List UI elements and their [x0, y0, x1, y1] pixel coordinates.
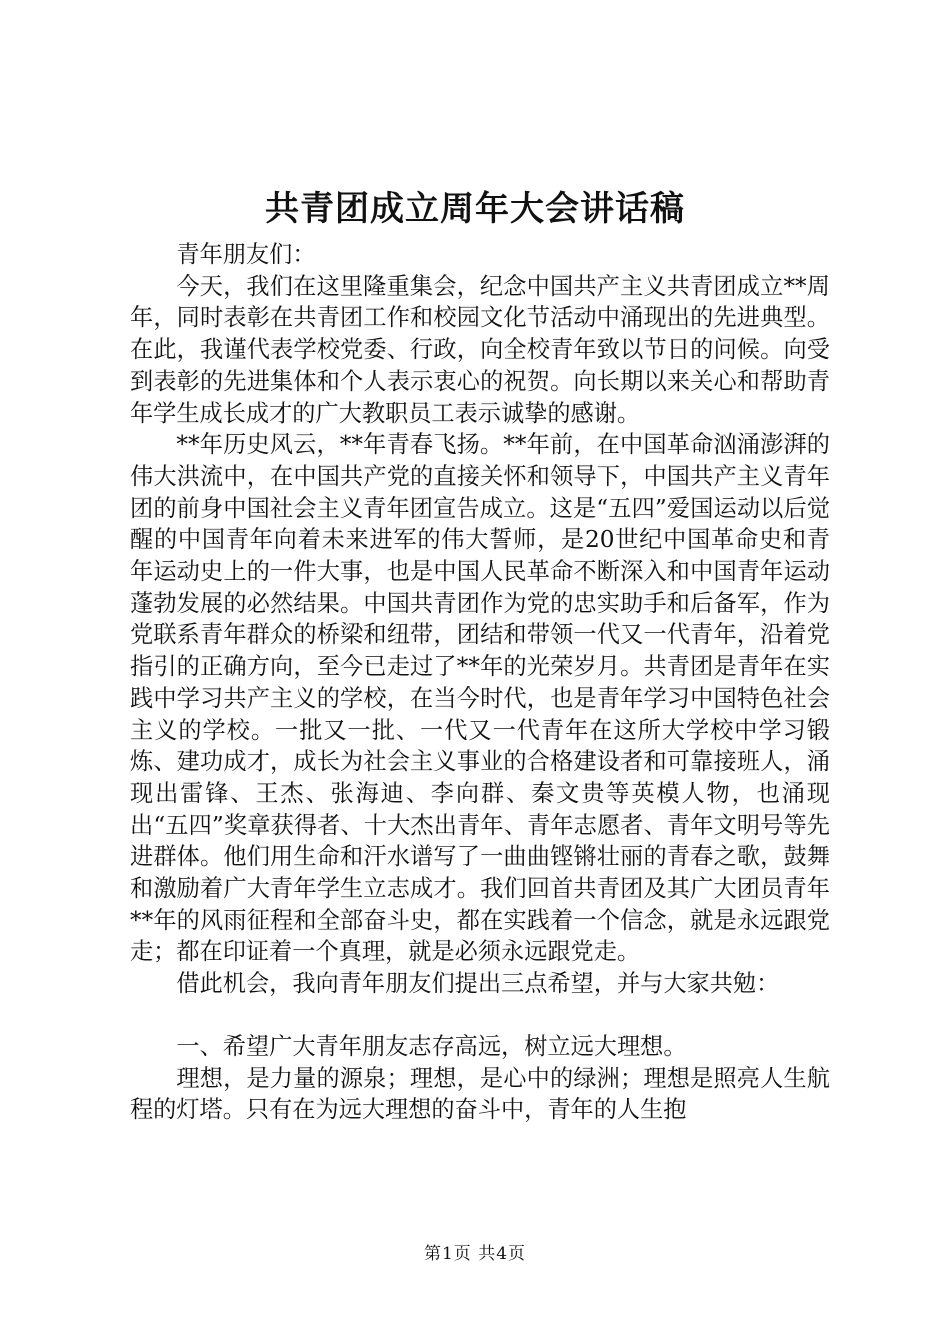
body-paragraph: 借此机会，我向青年朋友们提出三点希望，并与大家共勉：	[176, 970, 780, 998]
body-paragraph: 今天，我们在这里隆重集会，纪念中国共产主义共青团成立**周年，同时表彰在共青团工作和校园文化节活动中涌现出的先进典型。在此，我谨代表学校党委、行政，向全校青年致以节日的问候。向受到表彰的先进集体和个人表示衷心的祝贺。向长期以来关心和帮助青年学生成长成才的广大教职员工表示诚挚的感谢。	[130, 272, 830, 427]
section-heading: 一、希望广大青年朋友志存高远，树立远大理想。	[176, 1032, 687, 1060]
salutation-paragraph: 青年朋友们：	[176, 241, 316, 268]
body-paragraph: **年历史风云，**年青春飞扬。**年前，在中国革命汹涌澎湃的伟大洪流中，在中国共产党的直接关怀和领导下，中国共产主义青年团的前身中国社会主义青年团宣告成立。这是“五四”爱国运动以后觉醒的中国青年向着未来进军的伟大誓师，是20世纪中国革命史和青年运动史上的一件大事，也是中国人民革命不断深入和中国青年运动蓬勃发展的必然结果。中国共青团作为党的忠实助手和后备军，作为党联系青年群众的桥梁和纽带，团结和带领一代又一代青年，沿着党指引的正确方向，至今已走过了**年的光荣岁月。共青团是青年在实践中学习共产主义的学校，在当今时代，也是青年学习中国特色社会主义的学校。一批又一批、一代又一代青年在这所大学校中学习锻炼、建功成才，成长为社会主义事业的合格建设者和可靠接班人，涌现出雷锋、王杰、张海迪、李向群、秦文贵等英模人物，也涌现出“五四”奖章获得者、十大杰出青年、青年志愿者、青年文明号等先进群体。他们用生命和汗水谱写了一曲曲铿锵壮丽的青春之歌，鼓舞和激励着广大青年学生立志成才。我们回首共青团及其广大团员青年**年的风雨征程和全部奋斗史，都在实践着一个信念，就是永远跟党走；都在印证着一个真理，就是必须永远跟党走。	[130, 431, 830, 966]
document-title: 共青团成立周年大会讲话稿	[265, 189, 685, 229]
body-paragraph: 理想，是力量的源泉；理想，是心中的绿洲；理想是照亮人生航程的灯塔。只有在为远大理想的奋斗中，青年的人生抱	[130, 1064, 830, 1124]
document-body	[130, 239, 830, 1126]
page-number-footer: 第1页 共4页	[423, 1244, 527, 1264]
